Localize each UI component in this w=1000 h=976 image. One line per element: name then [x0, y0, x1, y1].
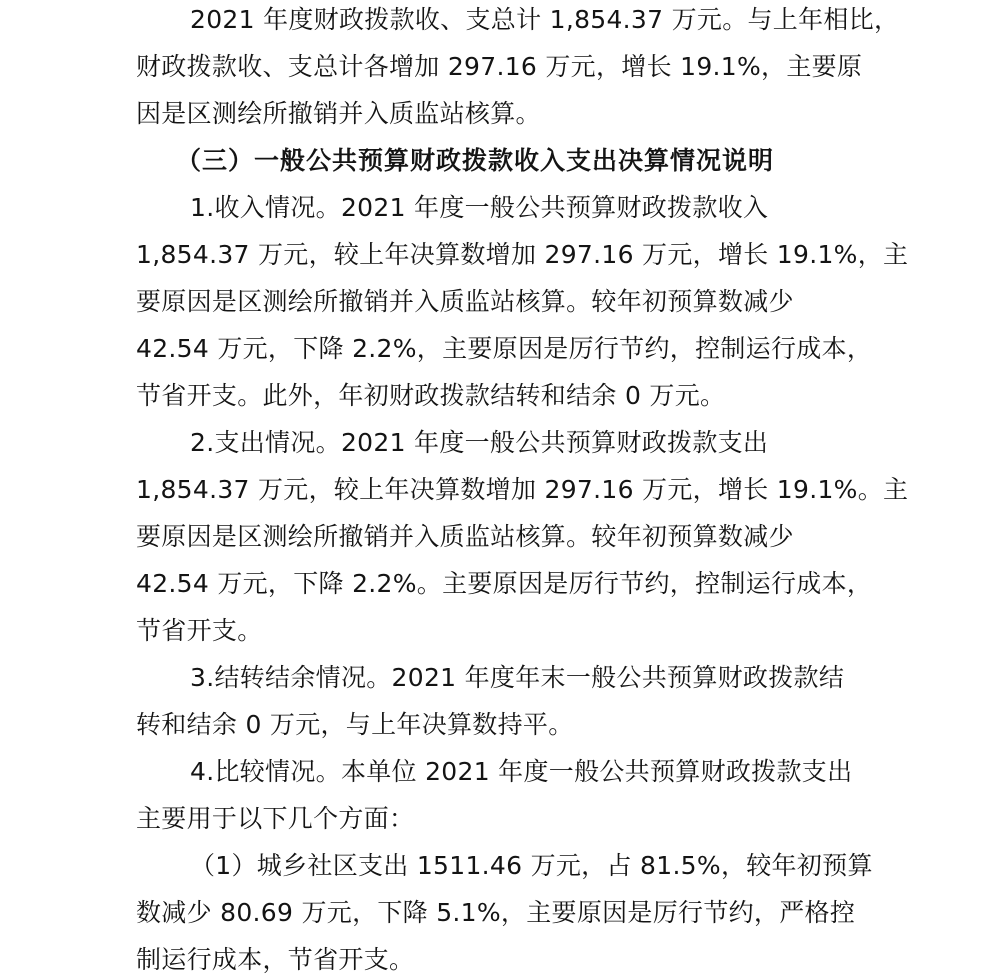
text-line: 因是区测绘所撤销并入质监站核算。 — [136, 99, 541, 128]
text-line: 4.比较情况。本单位 2021 年度一般公共预算财政拨款支出 — [190, 757, 853, 786]
text-line: 3.结转结余情况。2021 年度年末一般公共预算财政拨款结 — [190, 663, 845, 692]
text-line: （1）城乡社区支出 1511.46 万元，占 81.5%，较年初预算 — [190, 851, 873, 880]
text-line: 数减少 80.69 万元，下降 5.1%，主要原因是厉行节约，严格控 — [136, 898, 856, 927]
text-line: 要原因是区测绘所撤销并入质监站核算。较年初预算数减少 — [136, 522, 794, 551]
text-line: 42.54 万元，下降 2.2%，主要原因是厉行节约，控制运行成本， — [136, 334, 873, 363]
text-line: 主要用于以下几个方面： — [136, 804, 415, 833]
text-line: 节省开支。 — [136, 616, 263, 645]
text-line: 1.收入情况。2021 年度一般公共预算财政拨款收入 — [190, 193, 769, 222]
text-line: 42.54 万元，下降 2.2%。主要原因是厉行节约，控制运行成本， — [136, 569, 873, 598]
text-line: 2.支出情况。2021 年度一般公共预算财政拨款支出 — [190, 428, 769, 457]
section-heading: （三）一般公共预算财政拨款收入支出决算情况说明 — [176, 146, 775, 175]
text-line: 2021 年度财政拨款收、支总计 1,854.37 万元。与上年相比， — [190, 5, 900, 34]
text-line: 节省开支。此外，年初财政拨款结转和结余 0 万元。 — [136, 381, 726, 410]
text-line: 财政拨款收、支总计各增加 297.16 万元，增长 19.1%，主要原 — [136, 52, 863, 81]
text-line: 转和结余 0 万元，与上年决算数持平。 — [136, 710, 574, 739]
text-line: 1,854.37 万元，较上年决算数增加 297.16 万元，增长 19.1%。主 — [136, 475, 909, 504]
text-line: 要原因是区测绘所撤销并入质监站核算。较年初预算数减少 — [136, 287, 794, 316]
text-line: 1,854.37 万元，较上年决算数增加 297.16 万元，增长 19.1%，主 — [136, 240, 909, 269]
text-line: 制运行成本，节省开支。 — [136, 945, 415, 974]
